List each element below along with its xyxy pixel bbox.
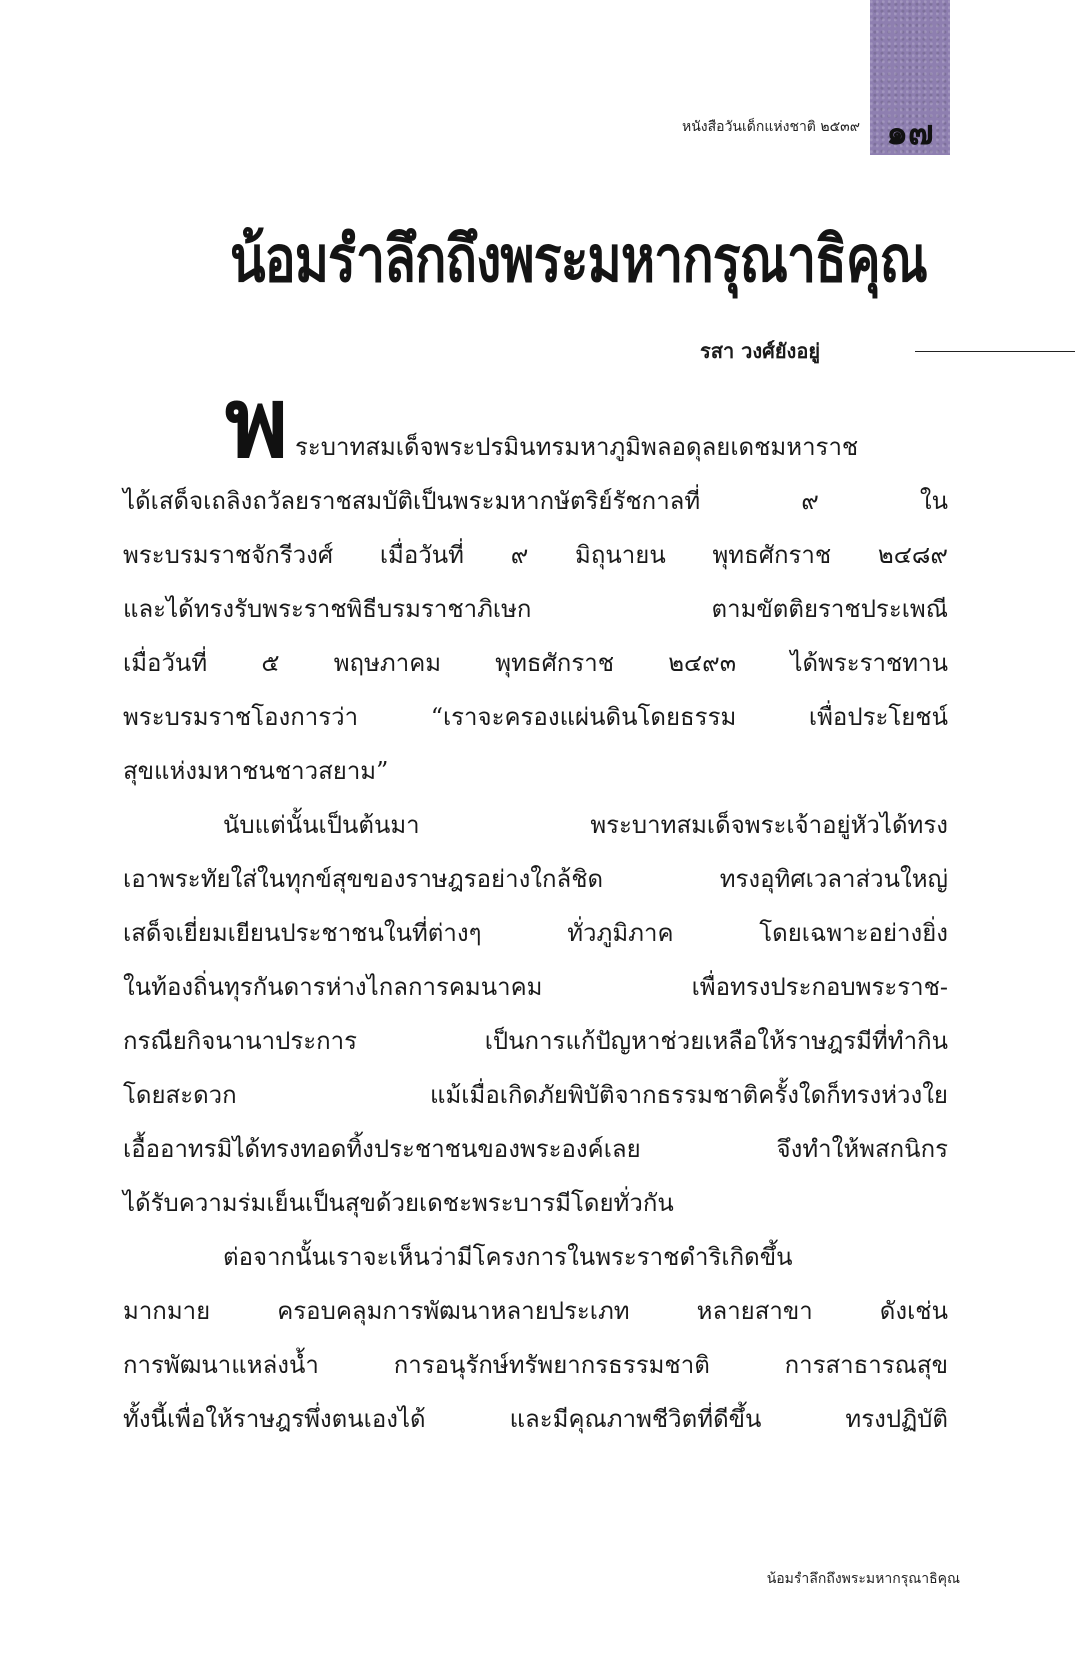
- body-line: ทั้งนี้เพื่อให้ราษฎรพึ่งตนเองได้ และมีคุณภาพชีวิตที่ดีขึ้น ทรงปฏิบัติ: [123, 1405, 948, 1433]
- drop-cap: พ: [225, 367, 289, 479]
- body-line: เอาพระทัยใส่ในทุกข์สุขของราษฎรอย่างใกล้ชิด ทรงอุทิศเวลาส่วนใหญ่: [123, 865, 948, 893]
- body-line: กรณียกิจนานาประการ เป็นการแก้ปัญหาช่วยเหลือให้ราษฎรมีที่ทำกิน: [123, 1027, 948, 1055]
- body-line: โดยสะดวก แม้เมื่อเกิดภัยพิบัติจากธรรมชาติครั้งใดก็ทรงห่วงใย: [123, 1081, 948, 1109]
- body-line: ได้เสด็จเถลิงถวัลยราชสมบัติเป็นพระมหากษัตริย์รัชกาลที่ ๙ ใน: [123, 487, 948, 515]
- body-line: เอื้ออาทรมิได้ทรงทอดทิ้งประชาชนของพระองค์เลย จึงทำให้พสกนิกร: [123, 1135, 948, 1163]
- body-line: ในท้องถิ่นทุรกันดารห่างไกลการคมนาคม เพื่อทรงประกอบพระราช-: [123, 973, 948, 1001]
- author-name: รสา วงศ์ยังอยู่: [700, 339, 821, 363]
- body-line: พระบรมราชโองการว่า “เราจะครองแผ่นดินโดยธรรม เพื่อประโยชน์: [123, 703, 948, 731]
- body-line: ได้รับความร่มเย็นเป็นสุขด้วยเดชะพระบารมีโดยทั่วกัน: [123, 1189, 674, 1217]
- body-line: ต่อจากนั้นเราจะเห็นว่ามีโครงการในพระราชดำริเกิดขึ้น: [223, 1243, 793, 1271]
- body-line: นับแต่นั้นเป็นต้นมา พระบาทสมเด็จพระเจ้าอยู่หัวได้ทรง: [223, 811, 948, 839]
- running-footer: น้อมรำลึกถึงพระมหากรุณาธิคุณ: [766, 1571, 960, 1587]
- body-line: เสด็จเยี่ยมเยียนประชาชนในที่ต่างๆ ทั่วภูมิภาค โดยเฉพาะอย่างยิ่ง: [123, 919, 948, 947]
- body-line: การพัฒนาแหล่งน้ำ การอนุรักษ์ทรัพยากรธรรมชาติ การสาธารณสุข: [123, 1351, 948, 1379]
- body-line: มากมาย ครอบคลุมการพัฒนาหลายประเภท หลายสาขา ดังเช่น: [123, 1297, 948, 1325]
- body-line: ระบาทสมเด็จพระปรมินทรมหาภูมิพลอดุลยเดชมหาราช: [295, 433, 859, 461]
- article-body: [123, 420, 948, 1446]
- body-line: เมื่อวันที่ ๕ พฤษภาคม พุทธศักราช ๒๔๙๓ ได้พระราชทาน: [123, 649, 948, 677]
- byline: [700, 335, 1080, 365]
- running-header: หนังสือวันเด็กแห่งชาติ ๒๕๓๙: [681, 119, 860, 135]
- page-number: ๑๗: [886, 113, 934, 153]
- article-title: น้อมรำลึกถึงพระมหากรุณาธิคุณ: [230, 223, 927, 298]
- byline-rule: [915, 351, 1075, 352]
- body-line: สุขแห่งมหาชนชาวสยาม”: [123, 757, 389, 785]
- body-line: พระบรมราชจักรีวงศ์ เมื่อวันที่ ๙ มิถุนายน พุทธศักราช ๒๔๘๙: [123, 541, 948, 569]
- body-line: และได้ทรงรับพระราชพิธีบรมราชาภิเษก ตามขัตติยราชประเพณี: [123, 595, 948, 623]
